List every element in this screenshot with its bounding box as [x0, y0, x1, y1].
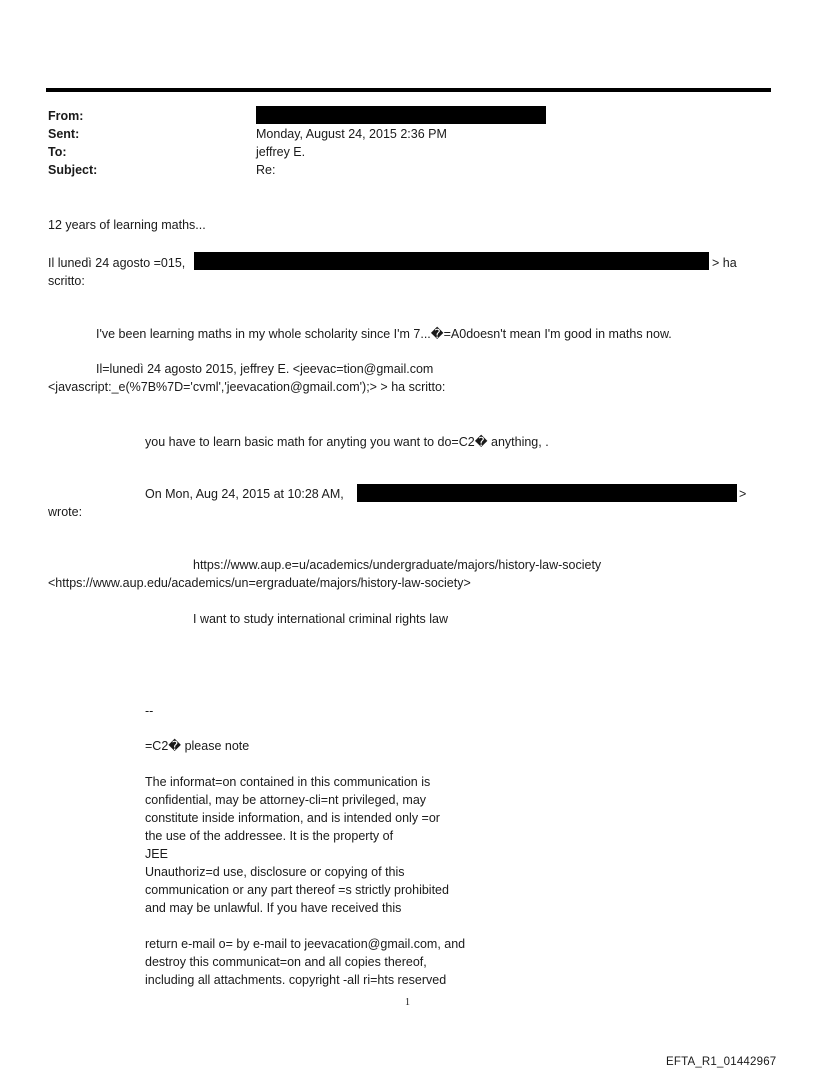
disclaimer-line: Unauthoriz=d use, disclosure or copying of this: [145, 865, 405, 879]
link-2: <https://www.aup.edu/academics/un=ergraduate/majors/history-law-society>: [48, 576, 471, 590]
disclaimer-line: destroy this communicat=on and all copies thereof,: [145, 955, 427, 969]
reply-1: I've been learning maths in my whole scholarity since I'm 7...�=A0doesn't mean I'm good in maths now.: [96, 327, 672, 341]
signature-note: =C2� please note: [145, 739, 250, 753]
reply-2: you have to learn basic math for anyting you want to do=C2� anything, .: [145, 435, 549, 449]
quote3-prefix: On Mon, Aug 24, 2015 at 10:28 AM,: [145, 487, 344, 501]
signature-dash: --: [145, 704, 154, 718]
link-1: https://www.aup.e=u/academics/undergraduate/majors/history-law-society: [193, 558, 602, 572]
subject-label: Subject:: [48, 163, 98, 177]
quote3-cont: wrote:: [48, 505, 83, 519]
redacted-from: [256, 106, 546, 124]
redacted-sender-2: [357, 484, 737, 502]
disclaimer-line: including all attachments. copyright -all ri=hts reserved: [145, 973, 447, 987]
quote1-cont: scritto:: [48, 274, 85, 288]
disclaimer-line: communication or any part thereof =s strictly prohibited: [145, 883, 449, 897]
study-line: I want to study international criminal rights law: [193, 612, 448, 626]
redacted-sender-1: [194, 252, 709, 270]
quote1-suffix: > ha: [712, 256, 737, 270]
quote3-suffix: >: [739, 487, 747, 501]
from-label: From:: [48, 109, 84, 123]
disclaimer-line: constitute inside information, and is intended only =or: [145, 811, 440, 825]
to-label: To:: [48, 145, 67, 159]
body-line-1: 12 years of learning maths...: [48, 218, 206, 232]
quote2-line-1: Il=lunedì 24 agosto 2015, jeffrey E. <jeevac=tion@gmail.com: [96, 362, 434, 376]
disclaimer-line: JEE: [145, 847, 168, 861]
to-value: jeffrey E.: [256, 145, 306, 159]
quote2-line-2: <javascript:_e(%7B%7D='cvml','jeevacation@gmail.com');> > ha scritto:: [48, 380, 446, 394]
disclaimer-line: confidential, may be attorney-cli=nt privileged, may: [145, 793, 427, 807]
quote1-prefix: Il lunedì 24 agosto =015,: [48, 256, 186, 270]
sent-value: Monday, August 24, 2015 2:36 PM: [256, 127, 447, 141]
subject-value: Re:: [256, 163, 276, 177]
disclaimer-line: The informat=on contained in this communication is: [145, 775, 431, 789]
sent-label: Sent:: [48, 127, 80, 141]
disclaimer-line: and may be unlawful. If you have received this: [145, 901, 402, 915]
document-id: EFTA_R1_01442967: [666, 1056, 777, 1068]
page-number: 1: [405, 997, 410, 1008]
disclaimer-line: return e-mail o= by e-mail to jeevacation@gmail.com, and: [145, 937, 466, 951]
header-rule: [46, 88, 771, 92]
disclaimer-line: the use of the addressee. It is the property of: [145, 829, 394, 843]
